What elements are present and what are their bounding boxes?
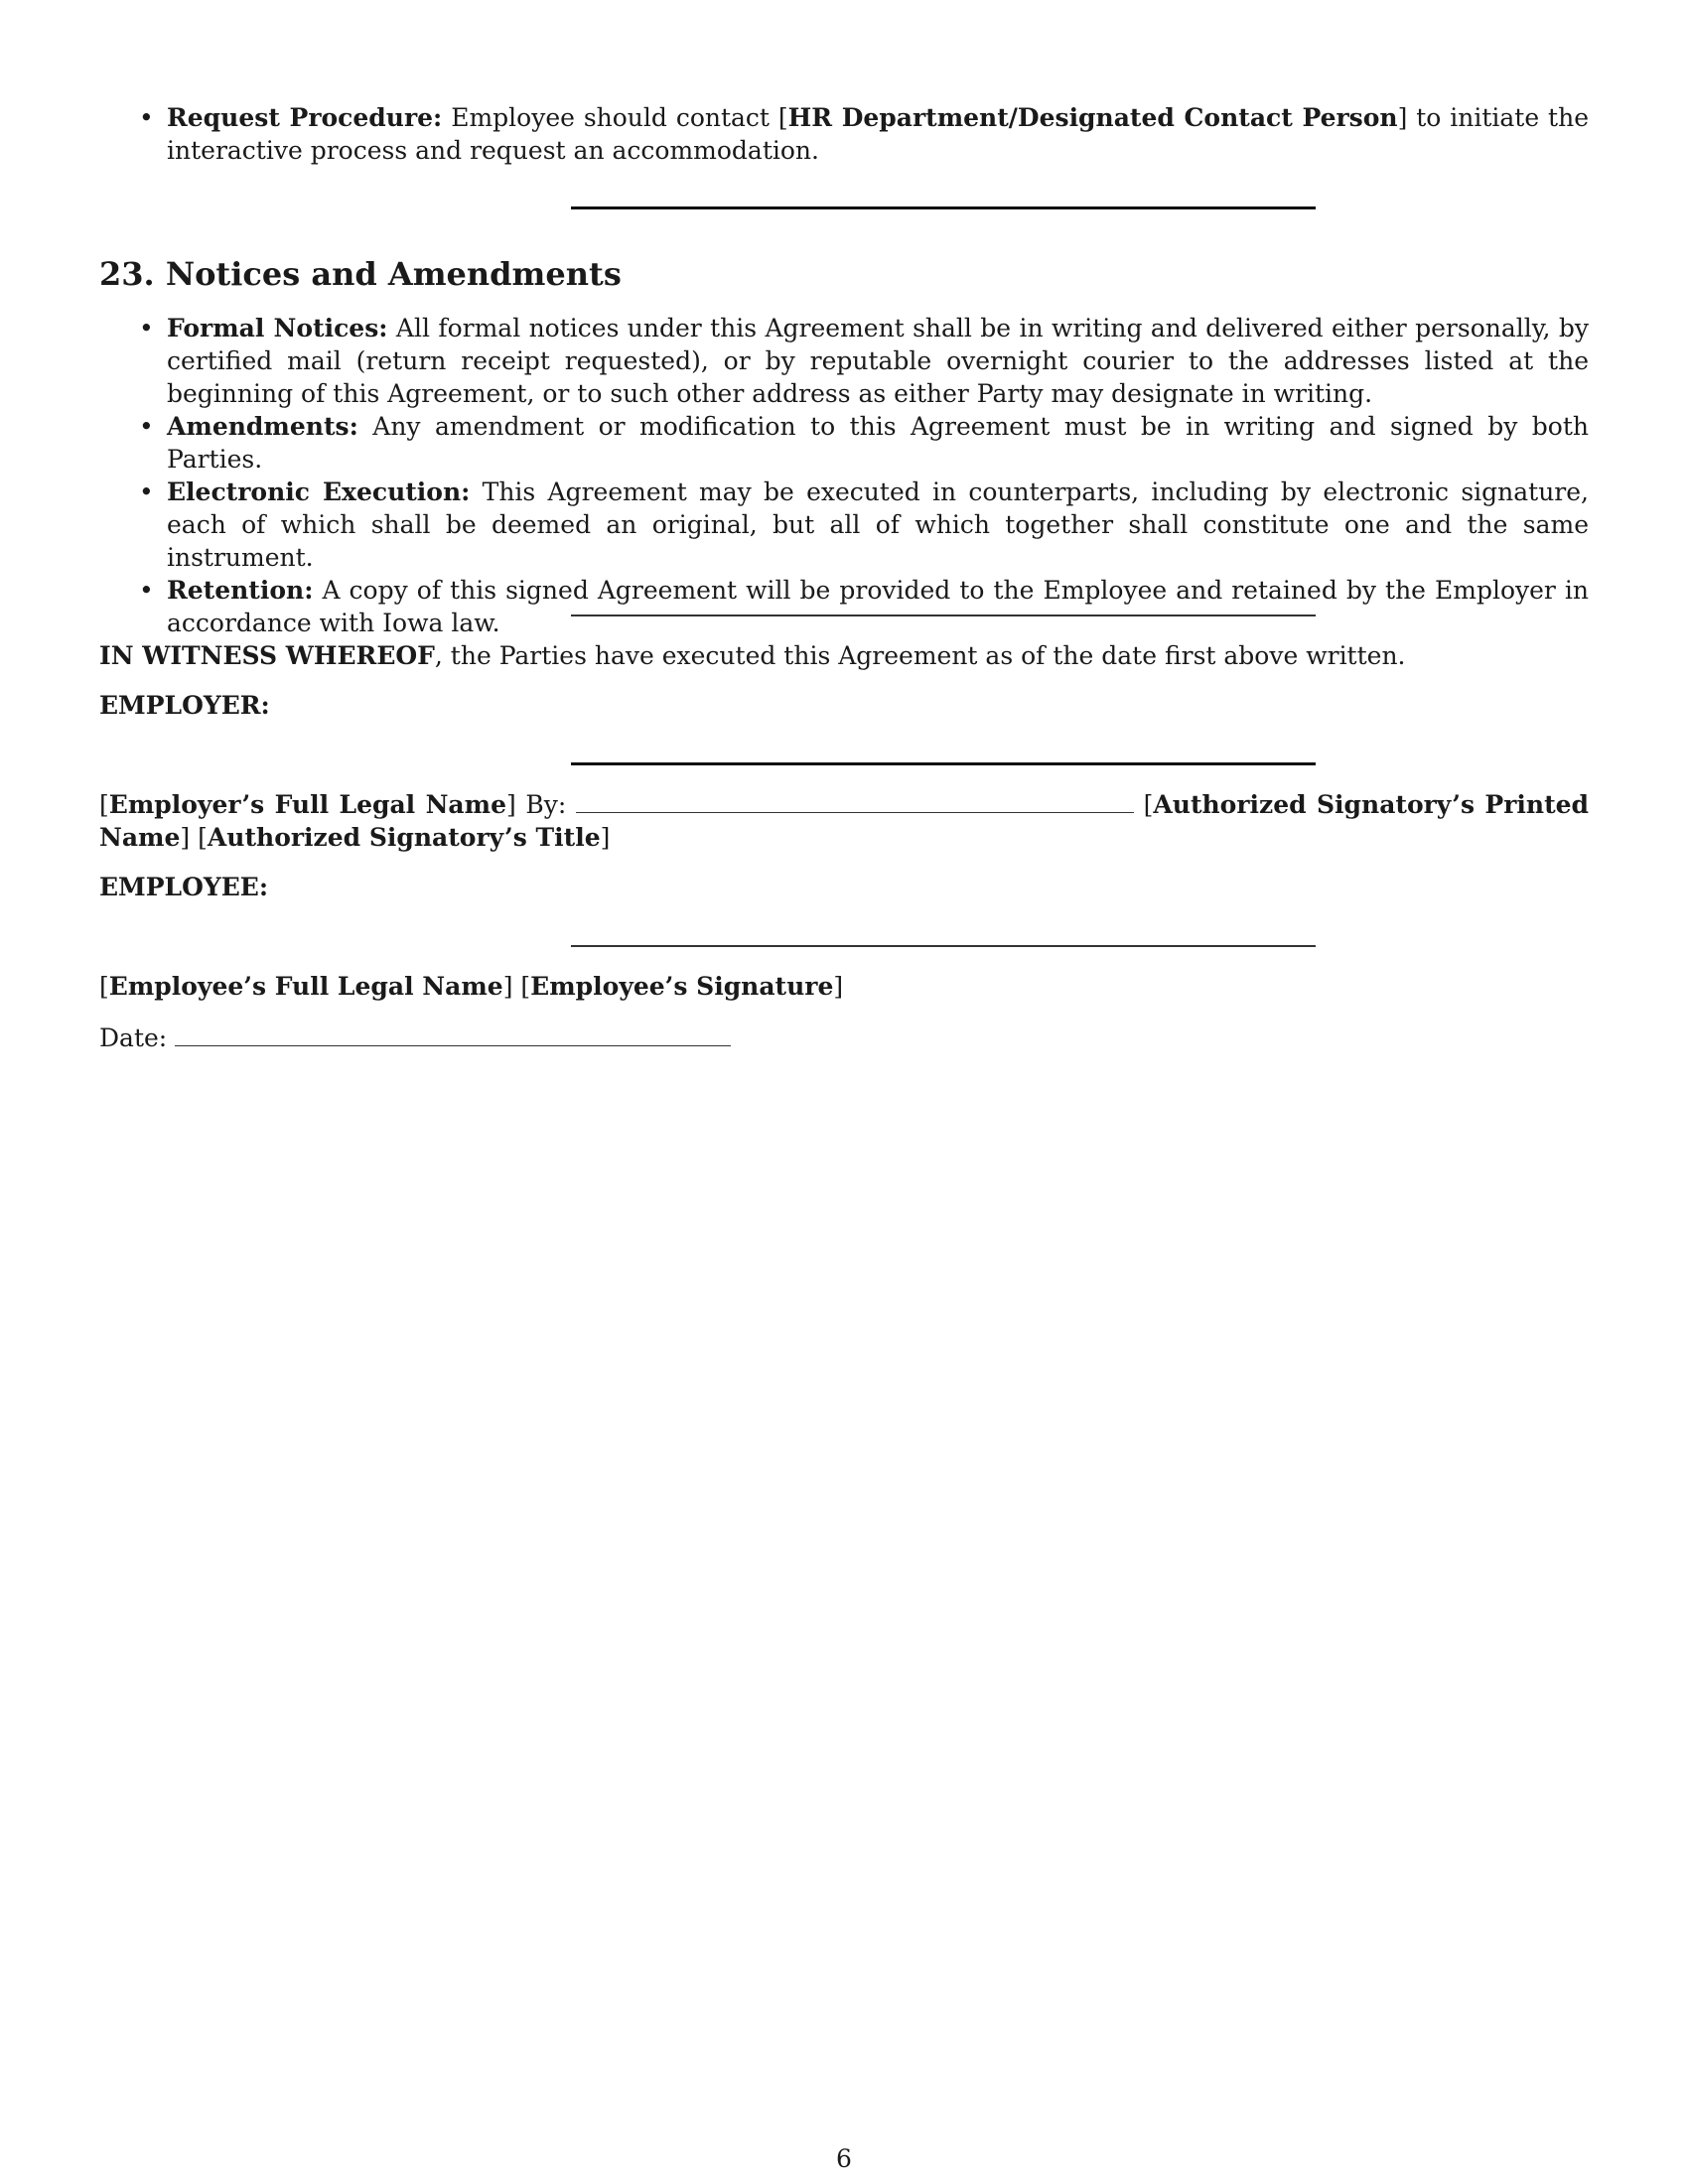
employer-signature-block: [Employer’s Full Legal Name] By: [Authorized Signatory’s Printed Name] [Authorized Signatory’s Title]	[99, 790, 1590, 852]
item-label: Formal Notices:	[167, 314, 388, 342]
item-label: Retention:	[167, 576, 314, 605]
employee-signature-line	[571, 945, 1316, 947]
list-item	[99, 410, 1589, 476]
witness-clause	[99, 639, 1589, 672]
employee-heading: EMPLOYEE:	[99, 873, 269, 901]
notices-list	[99, 312, 1589, 639]
date-line[interactable]	[175, 1024, 731, 1046]
item-text: All formal notices under this Agreement shall be in writing and delivered either personally, by certified mail (return receipt requested), or by reputable overnight courier to the addresses listed at the beginning of this Agreement, or to such other address as either Party may designate in writing.	[167, 314, 1590, 408]
employee-name: Employee’s Full Legal Name	[108, 972, 503, 1001]
item-text: A copy of this signed Agreement will be provided to the Employee and retained by the Employer in accordance with Iowa law.	[167, 576, 1589, 637]
item-label: Amendments:	[167, 412, 358, 441]
date-row	[99, 1022, 1589, 1054]
employer-name: Employer’s Full Legal Name	[108, 790, 506, 819]
item-text: Any amendment or modification to this Agreement must be in writing and signed by both Parties.	[167, 412, 1589, 474]
section-divider	[571, 614, 1316, 616]
employer-heading: EMPLOYER:	[99, 691, 270, 720]
list-item	[99, 101, 1589, 167]
date-label: Date:	[99, 1024, 168, 1052]
item-text: Employee should contact [	[442, 103, 788, 132]
item-bold-inline: HR Department/Designated Contact Person	[787, 103, 1398, 132]
item-label: Electronic Execution:	[167, 478, 471, 506]
item-label: Request Procedure:	[167, 103, 443, 132]
employer-signature-line	[571, 762, 1316, 765]
accommodation-list	[99, 101, 1589, 167]
section-divider	[571, 206, 1316, 209]
list-item	[99, 312, 1589, 410]
by-signature-line[interactable]	[576, 790, 1134, 813]
signatory-name: Authorized Signatory’s Printed Name	[99, 790, 1590, 852]
witness-text: , the Parties have executed this Agreement as of the date first above written.	[434, 641, 1406, 670]
signatory-title: Authorized Signatory’s Title	[207, 823, 601, 852]
witness-lead: IN WITNESS WHEREOF	[99, 641, 435, 670]
list-item	[99, 574, 1589, 639]
item-text: ] to initiate the interactive process and request an accommodation.	[167, 103, 1590, 165]
by-label: By:	[525, 790, 567, 819]
list-item	[99, 476, 1589, 574]
item-text: This Agreement may be executed in counterparts, including by electronic signature, each of which shall be deemed an original, but all of which together shall constitute one and the same instrument.	[167, 478, 1590, 572]
employee-signature: Employee’s Signature	[530, 972, 834, 1001]
employee-signature-block: [Employee’s Full Legal Name] [Employee’s Signature]	[99, 972, 844, 1001]
page-number: 6	[836, 2144, 852, 2173]
section-heading: 23. Notices and Amendments	[99, 255, 622, 293]
